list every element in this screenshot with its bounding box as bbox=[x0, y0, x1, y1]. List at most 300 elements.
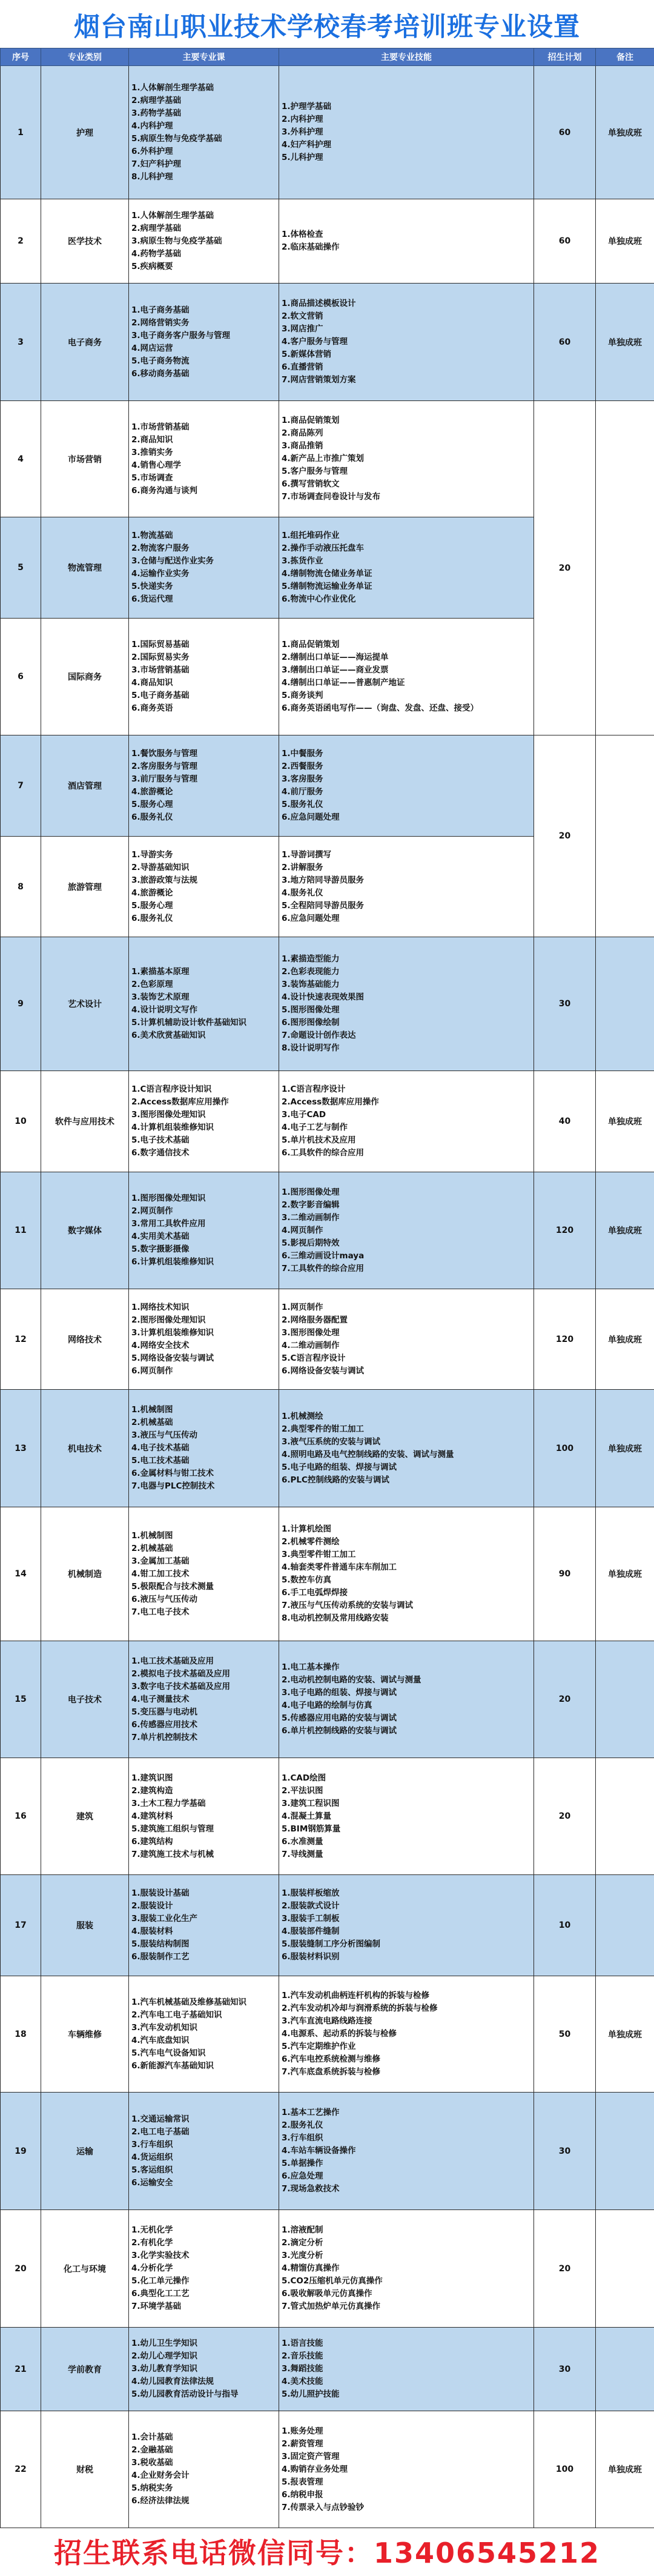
skill-item: 1.商品描述模板设计 bbox=[282, 299, 356, 308]
course-item: 2.汽车电工电子基础知识 bbox=[131, 2010, 222, 2020]
course-item: 2.图形图像处理知识 bbox=[131, 1315, 206, 1325]
course-item: 4.商品知识 bbox=[131, 678, 173, 688]
skill-item: 8.设计说明写作 bbox=[282, 1043, 340, 1053]
course-item: 5.服务心理 bbox=[131, 800, 173, 809]
skill-item: 1.服装样板缩放 bbox=[282, 1888, 340, 1898]
skills-list bbox=[279, 199, 534, 284]
course-item: 7.电工电子技术 bbox=[131, 1607, 190, 1617]
courses-list bbox=[129, 1172, 279, 1289]
skill-item: 1.商品促销策划 bbox=[282, 416, 340, 425]
skill-item: 2.软文营销 bbox=[282, 311, 323, 321]
skills-list bbox=[279, 837, 534, 937]
skill-item: 2.内科护理 bbox=[282, 115, 323, 124]
row-number: 17 bbox=[1, 1875, 41, 1976]
row-number: 18 bbox=[1, 1976, 41, 2093]
skill-item: 1.导游词撰写 bbox=[282, 849, 332, 860]
course-item: 4.建筑材料 bbox=[131, 1811, 173, 1821]
skill-item: 3.建筑工程识图 bbox=[282, 1798, 340, 1808]
row-number: 14 bbox=[1, 1507, 41, 1641]
skill-item: 1.中餐服务 bbox=[282, 749, 323, 759]
skill-item: 4.缮制物流仓储业务单证 bbox=[282, 569, 372, 579]
courses-list bbox=[129, 937, 279, 1071]
skill-item: 4.设计快速表现效果图 bbox=[282, 992, 365, 1002]
remark bbox=[596, 2328, 654, 2411]
course-item: 1.C语言程序设计知识 bbox=[131, 1084, 212, 1094]
skill-item: 3.商品推销 bbox=[282, 441, 323, 451]
major-name: 物流管理 bbox=[41, 517, 129, 619]
table-row bbox=[1, 1172, 654, 1289]
course-item: 3.服装工业化生产 bbox=[131, 1914, 198, 1924]
skill-item: 3.缮制出口单证——商业发票 bbox=[282, 665, 389, 675]
skill-item: 7.汽车底盘系统拆装与检修 bbox=[282, 2067, 381, 2077]
row-number: 4 bbox=[1, 401, 41, 517]
skill-item: 1.网页制作 bbox=[282, 1302, 323, 1312]
skill-item: 2.服装款式设计 bbox=[282, 1901, 340, 1911]
major-name: 国际商务 bbox=[41, 619, 129, 735]
course-item: 1.交通运输常识 bbox=[131, 2114, 190, 2124]
skill-item: 6.网络设备安装与调试 bbox=[282, 1366, 365, 1376]
table-row bbox=[1, 1071, 654, 1172]
course-item: 3.旅游政策与法规 bbox=[131, 875, 198, 885]
table-row bbox=[1, 1758, 654, 1875]
skill-item: 2.汽车发动机冷却与润滑系统的拆装与检修 bbox=[282, 2003, 438, 2013]
table-row bbox=[1, 1289, 654, 1390]
skills-list bbox=[279, 2093, 534, 2210]
enrollment-plan: 30 bbox=[534, 2093, 596, 2210]
remark: 单独成班 bbox=[596, 199, 654, 284]
course-item: 2.商品知识 bbox=[131, 434, 173, 445]
major-name: 化工与环境 bbox=[41, 2210, 129, 2328]
skill-item: 1.机械测绘 bbox=[282, 1411, 323, 1421]
courses-list bbox=[129, 1875, 279, 1976]
remark bbox=[596, 937, 654, 1071]
enrollment-plan: 20 bbox=[534, 1758, 596, 1875]
courses-list bbox=[129, 66, 279, 199]
course-item: 1.会计基础 bbox=[131, 2432, 173, 2442]
table-row bbox=[1, 2210, 654, 2328]
remark: 单独成班 bbox=[596, 284, 654, 401]
course-item: 2.模拟电子技术基础及应用 bbox=[131, 1668, 231, 1679]
course-item: 3.数字电子技术基础及应用 bbox=[131, 1681, 231, 1691]
skill-item: 6.应急问题处理 bbox=[282, 913, 340, 923]
course-item: 7.电器与PLC控制技术 bbox=[131, 1481, 215, 1491]
enrollment-plan: 120 bbox=[534, 1289, 596, 1390]
skill-item: 1.素描造型能力 bbox=[282, 954, 340, 964]
courses-list bbox=[129, 735, 279, 837]
course-item: 6.运输安全 bbox=[131, 2177, 173, 2188]
row-number: 2 bbox=[1, 199, 41, 284]
enrollment-plan: 100 bbox=[534, 1390, 596, 1507]
skill-item: 5.影视后期特效 bbox=[282, 1238, 340, 1248]
skill-item: 4.混凝土算量 bbox=[282, 1811, 332, 1821]
skill-item: 1.计算机绘图 bbox=[282, 1524, 332, 1534]
skills-list bbox=[279, 66, 534, 199]
row-number: 16 bbox=[1, 1758, 41, 1875]
skill-item: 3.光度分析 bbox=[282, 2251, 323, 2260]
major-name: 软件与应用技术 bbox=[41, 1071, 129, 1172]
skill-item: 3.装饰基础能力 bbox=[282, 980, 340, 989]
skill-item: 6.应急处理 bbox=[282, 2171, 323, 2181]
skill-item: 5.汽车定期维护作业 bbox=[282, 2042, 356, 2051]
course-item: 5.电子商务物流 bbox=[131, 356, 190, 366]
course-item: 6.移动商务基础 bbox=[131, 368, 190, 379]
course-item: 4.电子测量技术 bbox=[131, 1694, 190, 1704]
course-item: 3.液压与气压传动 bbox=[131, 1430, 198, 1440]
skill-item: 3.服装手工制板 bbox=[282, 1914, 340, 1924]
skill-item: 4.服装部件缝制 bbox=[282, 1927, 340, 1936]
enrollment-plan: 60 bbox=[534, 66, 596, 199]
courses-list bbox=[129, 2210, 279, 2328]
row-number: 3 bbox=[1, 284, 41, 401]
course-item: 5.极限配合与技术测量 bbox=[131, 1581, 214, 1592]
skill-item: 2.临床基础操作 bbox=[282, 242, 340, 252]
course-item: 2.物流客户服务 bbox=[131, 543, 190, 553]
remark: 单独成班 bbox=[596, 2411, 654, 2528]
skill-item: 4.车站车辆设备操作 bbox=[282, 2146, 356, 2156]
courses-list bbox=[129, 837, 279, 937]
course-item: 4.钳工加工技术 bbox=[131, 1569, 190, 1579]
course-item: 3.图形图像处理知识 bbox=[131, 1110, 206, 1120]
remark: 单独成班 bbox=[596, 1071, 654, 1172]
course-item: 4.货运组织 bbox=[131, 2152, 173, 2162]
enrollment-plan: 90 bbox=[534, 1507, 596, 1641]
header-major: 专业类别 bbox=[41, 48, 129, 66]
course-item: 2.色彩原理 bbox=[131, 980, 173, 989]
skill-item: 4.电源系、起动系的拆装与检修 bbox=[282, 2029, 397, 2039]
enrollment-plan: 20 bbox=[534, 2210, 596, 2328]
enrollment-plan: 100 bbox=[534, 2411, 596, 2528]
course-item: 5.计算机辅助设计软件基础知识 bbox=[131, 1018, 247, 1027]
skill-item: 7.网店营销策划方案 bbox=[282, 375, 356, 385]
table-row bbox=[1, 1641, 654, 1758]
skill-item: 2.讲解服务 bbox=[282, 862, 323, 872]
skill-item: 3.舞蹈技能 bbox=[282, 2364, 323, 2374]
course-item: 4.幼儿园教育法律法规 bbox=[131, 2377, 214, 2386]
course-item: 2.幼儿心理学知识 bbox=[131, 2351, 198, 2361]
skill-item: 3.外科护理 bbox=[282, 127, 323, 137]
skills-list bbox=[279, 619, 534, 735]
course-item: 1.电工技术基础及应用 bbox=[131, 1656, 214, 1666]
majors-table bbox=[0, 48, 654, 2528]
header-courses: 主要专业课 bbox=[129, 48, 279, 66]
major-name: 机电技术 bbox=[41, 1390, 129, 1507]
courses-list bbox=[129, 2411, 279, 2528]
table-row bbox=[1, 66, 654, 199]
skill-item: 4.缮制出口单证——普惠制产地证 bbox=[282, 678, 405, 688]
course-item: 4.旅游概论 bbox=[131, 787, 173, 797]
course-item: 6.外科护理 bbox=[131, 146, 173, 156]
course-item: 3.前厅服务与管理 bbox=[131, 774, 198, 784]
major-name: 艺术设计 bbox=[41, 937, 129, 1071]
skills-list bbox=[279, 1758, 534, 1875]
course-item: 7.单片机控制技术 bbox=[131, 1732, 198, 1742]
skill-item: 2.Access数据库应用操作 bbox=[282, 1097, 379, 1107]
skill-item: 6.工具软件的综合应用 bbox=[282, 1148, 365, 1158]
major-name: 医学技术 bbox=[41, 199, 129, 284]
skill-item: 6.三维动画设计maya bbox=[282, 1250, 365, 1261]
skill-item: 6.纳税申报 bbox=[282, 2489, 323, 2500]
courses-list bbox=[129, 401, 279, 517]
skill-item: 5.传感器应用电路的安装与调试 bbox=[282, 1713, 397, 1723]
skill-item: 6.物流中心作业优化 bbox=[282, 594, 356, 604]
course-item: 1.人体解剖生理学基础 bbox=[131, 82, 214, 93]
courses-list bbox=[129, 1507, 279, 1641]
course-item: 5.服装结构制图 bbox=[131, 1939, 190, 1949]
skill-item: 1.CAD绘图 bbox=[282, 1773, 326, 1783]
row-number: 12 bbox=[1, 1289, 41, 1390]
skill-item: 5.C语言程序设计 bbox=[282, 1353, 346, 1363]
course-item: 4.内科护理 bbox=[131, 121, 173, 131]
course-item: 5.市场调查 bbox=[131, 473, 173, 483]
skill-item: 4.前厅服务 bbox=[282, 787, 323, 797]
remark bbox=[596, 2093, 654, 2210]
skills-list bbox=[279, 937, 534, 1071]
skill-item: 1.语言技能 bbox=[282, 2339, 323, 2348]
row-number: 10 bbox=[1, 1071, 41, 1172]
courses-list bbox=[129, 199, 279, 284]
table-row bbox=[1, 735, 654, 837]
enrollment-plan: 40 bbox=[534, 1071, 596, 1172]
course-item: 6.数字通信技术 bbox=[131, 1148, 190, 1158]
remark bbox=[596, 1641, 654, 1758]
course-item: 2.电工电子基础 bbox=[131, 2126, 190, 2137]
skill-item: 2.操作手动液压托盘车 bbox=[282, 543, 365, 553]
skill-item: 1.商品促销策划 bbox=[282, 640, 340, 649]
course-item: 6.新能源汽车基础知识 bbox=[131, 2060, 214, 2071]
course-item: 6.服务礼仪 bbox=[131, 913, 173, 923]
course-item: 5.汽车电气设备知识 bbox=[131, 2048, 206, 2058]
course-item: 5.网络设备安装与调试 bbox=[131, 1353, 214, 1363]
course-item: 6.经济法律法规 bbox=[131, 2496, 190, 2506]
course-item: 6.服装制作工艺 bbox=[131, 1952, 190, 1962]
major-name: 建筑 bbox=[41, 1758, 129, 1875]
skill-item: 5.图形图像处理 bbox=[282, 1005, 340, 1015]
course-item: 5.变压器与电动机 bbox=[131, 1707, 198, 1717]
skill-item: 5.电子电路的组装、焊接与调试 bbox=[282, 1462, 397, 1472]
course-item: 3.病原生物与免疫学基础 bbox=[131, 236, 222, 246]
course-item: 1.网络技术知识 bbox=[131, 1302, 190, 1312]
course-item: 4.网络安全技术 bbox=[131, 1340, 190, 1350]
major-name: 电子商务 bbox=[41, 284, 129, 401]
skill-item: 2.机械零件测绘 bbox=[282, 1537, 340, 1547]
course-item: 5.幼儿园教育活动设计与指导 bbox=[131, 2389, 239, 2399]
remark: 单独成班 bbox=[596, 1289, 654, 1390]
skills-list bbox=[279, 2328, 534, 2411]
course-item: 3.汽车发动机知识 bbox=[131, 2022, 198, 2033]
skill-item: 4.轴套类零件普通车床车削加工 bbox=[282, 1562, 397, 1572]
enrollment-plan: 120 bbox=[534, 1172, 596, 1289]
remark: 单独成班 bbox=[596, 66, 654, 199]
skill-item: 2.网络服务器配置 bbox=[282, 1315, 348, 1325]
skill-item: 7.管式加热炉单元仿真操作 bbox=[282, 2302, 381, 2311]
skill-item: 8.电动机控制及常用线路安装 bbox=[282, 1613, 389, 1623]
course-item: 3.幼儿教育学知识 bbox=[131, 2364, 198, 2374]
table-row bbox=[1, 1507, 654, 1641]
skill-item: 5.商务谈判 bbox=[282, 691, 323, 700]
course-item: 2.国际贸易实务 bbox=[131, 652, 190, 662]
major-name: 电子技术 bbox=[41, 1641, 129, 1758]
course-item: 1.餐饮服务与管理 bbox=[131, 749, 198, 759]
course-item: 1.物流基础 bbox=[131, 531, 173, 540]
skill-item: 2.商品陈列 bbox=[282, 428, 323, 438]
skills-list bbox=[279, 2411, 534, 2528]
skill-item: 5.客户服务与管理 bbox=[282, 466, 348, 476]
courses-list bbox=[129, 1758, 279, 1875]
skill-item: 5.缮制物流运输业务单证 bbox=[282, 582, 372, 591]
row-number: 21 bbox=[1, 2328, 41, 2411]
skill-item: 4.购销存业务处理 bbox=[282, 2464, 348, 2474]
skill-item: 5.服装缝制工序分析图编制 bbox=[282, 1939, 381, 1949]
table-row bbox=[1, 1390, 654, 1507]
course-item: 4.分析化学 bbox=[131, 2263, 173, 2273]
major-name: 数字媒体 bbox=[41, 1172, 129, 1289]
course-item: 7.环境学基础 bbox=[131, 2302, 182, 2311]
course-item: 1.机械制图 bbox=[131, 1530, 173, 1541]
course-item: 2.机械基础 bbox=[131, 1418, 173, 1427]
skill-item: 2.色彩表现能力 bbox=[282, 967, 340, 977]
header-note: 备注 bbox=[596, 48, 654, 66]
course-item: 2.病理学基础 bbox=[131, 223, 182, 233]
skill-item: 5.全程陪同导游员服务 bbox=[282, 900, 365, 911]
course-item: 5.疾病概要 bbox=[131, 261, 173, 271]
course-item: 6.液压与气压传动 bbox=[131, 1594, 198, 1604]
course-item: 3.行车组织 bbox=[131, 2139, 173, 2149]
row-number: 5 bbox=[1, 517, 41, 619]
skill-item: 2.西餐服务 bbox=[282, 762, 323, 771]
courses-list bbox=[129, 284, 279, 401]
course-item: 3.计算机组装维修知识 bbox=[131, 1327, 214, 1338]
remark bbox=[596, 1758, 654, 1875]
skills-list bbox=[279, 401, 534, 517]
course-item: 6.货运代理 bbox=[131, 594, 173, 604]
skill-item: 4.电子工艺与制作 bbox=[282, 1123, 348, 1132]
skill-item: 5.儿科护理 bbox=[282, 153, 323, 162]
course-item: 3.化学实验技术 bbox=[131, 2251, 190, 2260]
course-item: 5.服务心理 bbox=[131, 900, 173, 911]
course-item: 1.电子商务基础 bbox=[131, 305, 190, 315]
course-item: 3.市场营销基础 bbox=[131, 665, 190, 675]
course-item: 5.建筑施工组织与管理 bbox=[131, 1824, 214, 1834]
course-item: 6.金属材料与钳工技术 bbox=[131, 1469, 214, 1478]
course-item: 2.网页制作 bbox=[131, 1206, 173, 1216]
major-name: 车辆维修 bbox=[41, 1976, 129, 2093]
courses-list bbox=[129, 1289, 279, 1390]
remark: 单独成班 bbox=[596, 1976, 654, 2093]
skills-list bbox=[279, 735, 534, 837]
course-item: 5.病原生物与免疫学基础 bbox=[131, 133, 222, 144]
skill-item: 6.汽车电控系统检测与维修 bbox=[282, 2054, 381, 2064]
skill-item: 6.直播营销 bbox=[282, 362, 323, 372]
course-item: 3.土木工程力学基础 bbox=[131, 1798, 206, 1808]
skill-item: 3.液气压系统的安装与调试 bbox=[282, 1436, 381, 1447]
skills-list bbox=[279, 1071, 534, 1172]
skill-item: 6.手工电弧焊焊接 bbox=[282, 1588, 348, 1598]
course-item: 6.美术欣赏基础知识 bbox=[131, 1031, 206, 1040]
course-item: 1.建筑识图 bbox=[131, 1773, 173, 1783]
enrollment-plan: 60 bbox=[534, 284, 596, 401]
skill-item: 2.电动机控制电路的安装、调试与测量 bbox=[282, 1675, 421, 1685]
courses-list bbox=[129, 517, 279, 619]
course-item: 4.服装材料 bbox=[131, 1927, 173, 1936]
skill-item: 3.行车组织 bbox=[282, 2133, 323, 2143]
course-item: 2.网络营销实务 bbox=[131, 317, 190, 328]
course-item: 1.幼儿卫生学知识 bbox=[131, 2339, 198, 2348]
course-item: 4.计算机组装维修知识 bbox=[131, 1123, 214, 1132]
table-row bbox=[1, 284, 654, 401]
course-item: 4.运输作业实务 bbox=[131, 569, 190, 579]
skill-item: 1.基本工艺操作 bbox=[282, 2108, 340, 2117]
course-item: 3.仓储与配送作业实务 bbox=[131, 556, 214, 566]
course-item: 1.服装设计基础 bbox=[131, 1888, 190, 1898]
skill-item: 3.典型零件钳工加工 bbox=[282, 1550, 356, 1559]
major-name: 网络技术 bbox=[41, 1289, 129, 1390]
course-item: 5.电子技术基础 bbox=[131, 1135, 190, 1145]
skill-item: 7.市场调查问卷设计与发布 bbox=[282, 492, 381, 502]
skill-item: 5.BIM钢筋算量 bbox=[282, 1824, 341, 1834]
major-name: 财税 bbox=[41, 2411, 129, 2528]
skill-item: 7.液压与气压传动系统的安装与调试 bbox=[282, 1601, 414, 1610]
course-item: 6.商务沟通与谈判 bbox=[131, 485, 198, 496]
course-item: 2.病理学基础 bbox=[131, 95, 182, 105]
skill-item: 3.拣货作业 bbox=[282, 556, 323, 566]
skill-item: 7.工具软件的综合应用 bbox=[282, 1263, 365, 1273]
header-plan: 招生计划 bbox=[534, 48, 596, 66]
skills-list bbox=[279, 1875, 534, 1976]
skill-item: 4.电子电路的绘制与仿真 bbox=[282, 1701, 372, 1710]
row-number: 6 bbox=[1, 619, 41, 735]
course-item: 2.服装设计 bbox=[131, 1901, 173, 1911]
table-row bbox=[1, 401, 654, 517]
courses-list bbox=[129, 2093, 279, 2210]
skills-list bbox=[279, 284, 534, 401]
course-item: 2.导游基础知识 bbox=[131, 862, 190, 872]
enrollment-plan: 60 bbox=[534, 199, 596, 284]
enrollment-plan: 50 bbox=[534, 1976, 596, 2093]
enrollment-plan: 20 bbox=[534, 735, 596, 937]
header-no: 序号 bbox=[1, 48, 41, 66]
course-item: 8.儿科护理 bbox=[131, 171, 173, 182]
course-item: 6.建筑结构 bbox=[131, 1836, 173, 1847]
row-number: 7 bbox=[1, 735, 41, 837]
skill-item: 6.图形图像绘制 bbox=[282, 1018, 340, 1027]
skill-item: 4.照明电路及电气控制线路的安装、调试与测量 bbox=[282, 1449, 454, 1459]
course-item: 5.快递实务 bbox=[131, 582, 173, 591]
courses-list bbox=[129, 1641, 279, 1758]
course-item: 3.装饰艺术原理 bbox=[131, 992, 190, 1002]
row-number: 19 bbox=[1, 2093, 41, 2210]
course-item: 3.药物学基础 bbox=[131, 108, 182, 118]
table-row bbox=[1, 2093, 654, 2210]
skill-item: 3.网店推广 bbox=[282, 324, 323, 334]
skill-item: 3.汽车直流电路线路连接 bbox=[282, 2016, 372, 2026]
skill-item: 4.客户服务与管理 bbox=[282, 337, 348, 347]
row-number: 9 bbox=[1, 937, 41, 1071]
course-item: 1.国际贸易基础 bbox=[131, 640, 190, 649]
header-skills: 主要专业技能 bbox=[279, 48, 534, 66]
skill-item: 4.新产品上市推广策划 bbox=[282, 454, 365, 463]
course-item: 2.机械基础 bbox=[131, 1543, 173, 1553]
course-item: 3.推销实务 bbox=[131, 447, 173, 457]
skill-item: 3.地方陪同导游员服务 bbox=[282, 875, 365, 885]
skill-item: 1.C语言程序设计 bbox=[282, 1084, 346, 1094]
course-item: 1.市场营销基础 bbox=[131, 422, 190, 432]
table-row bbox=[1, 937, 654, 1071]
skill-item: 4.妇产科护理 bbox=[282, 140, 332, 150]
course-item: 2.有机化学 bbox=[131, 2238, 173, 2248]
course-item: 5.纳税实务 bbox=[131, 2483, 173, 2493]
skills-list bbox=[279, 1289, 534, 1390]
remark: 单独成班 bbox=[596, 1172, 654, 1289]
